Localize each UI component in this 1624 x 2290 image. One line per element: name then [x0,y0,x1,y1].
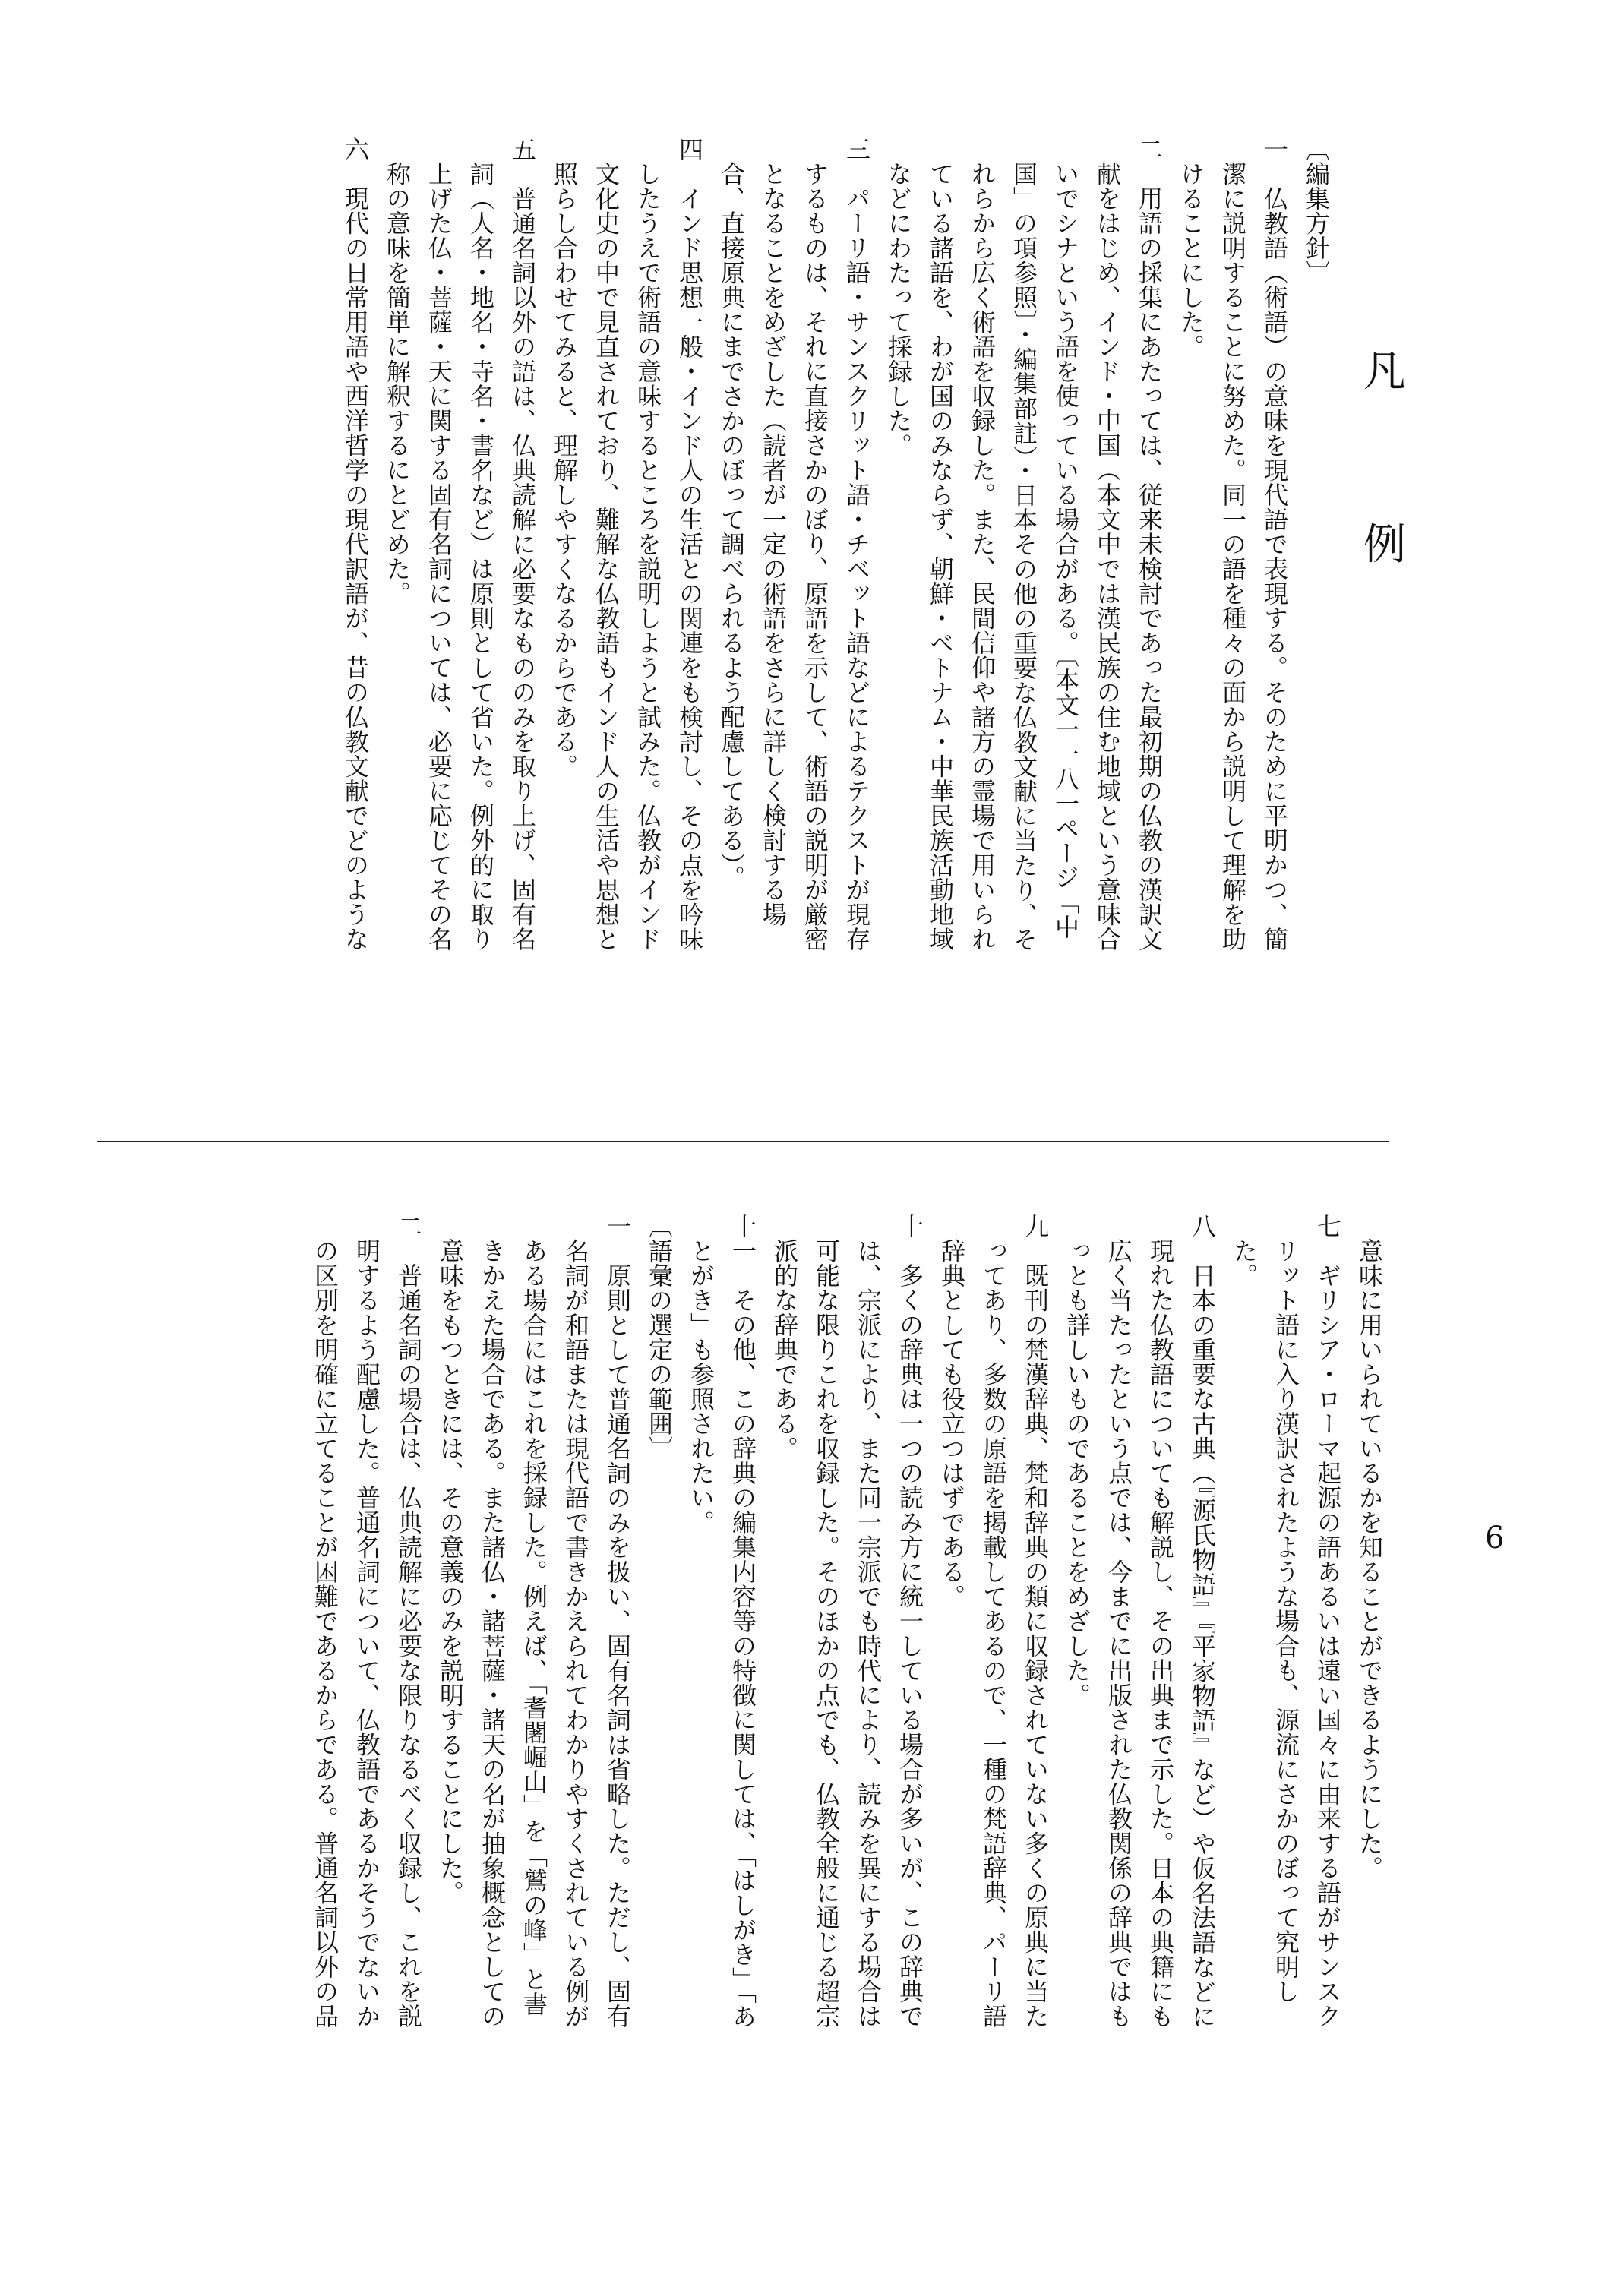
section-heading-editorial-policy: 〔編集方針〕 [1302,137,1331,285]
text-line: 明するよう配慮した。普通名詞について、仏教語であるかそうでないか [352,1214,381,2029]
text-line: したうえで術語の意味するところを説明しようと試みた。仏教がインド [633,137,662,952]
page-number: 6 [1485,1521,1505,1556]
text-line: 四 インド思想一般・インド人の生活との関連をも検討し、その点を吟味 [675,137,704,952]
text-line: れらから広く術語を収録した。また、民間信仰や諸方の霊場で用いられ [968,137,997,952]
text-line: の区別を明確に立てることが困難であるからである。普通名詞以外の品 [311,1214,340,2029]
text-line: っとも詳しいものであることをめざした。 [1063,1214,1092,1707]
vocabulary-section [91,1214,1390,2232]
section-divider [97,1141,1389,1142]
text-line: 十 多くの辞典は一つの読み方に統一している場合が多いが、この辞典で [896,1214,924,2029]
text-line: 広く当たったという点では、今までに出版された仏教関係の辞典ではも [1104,1214,1133,2029]
text-line: 意味に用いられているかを知ることができるようにした。 [1355,1214,1384,1881]
text-line: 上げた仏・菩薩・天に関する固有名詞については、必要に応じてその名 [425,137,453,952]
text-line: 十一 その他、この辞典の編集内容等の特徴に関しては、「はしがき」「あ [728,1214,757,2029]
text-line: 六 現代の日常用語や西洋哲学の現代訳語が、昔の仏教文献でどのような [341,137,370,952]
text-line: いでシナという語を使っている場合がある。〔本文一一八一ページ「中 [1051,137,1080,940]
text-line: た。 [1230,1214,1259,1288]
page-title-char-1: 凡 [1363,347,1406,396]
text-line: ってあり、多数の原語を掲載してあるので、一種の梵語辞典、パーリ語 [979,1214,1008,2029]
text-line: となることをめざした（読者が一定の術語をさらに詳しく検討する場 [759,137,788,927]
text-line: 二 用語の採集にあたっては、従来未検討であった最初期の仏教の漢訳文 [1135,137,1164,952]
text-line: は、宗派により、また同一宗派でも時代により、読みを異にする場合は [854,1214,883,2029]
text-line: 献をはじめ、インド・中国（本文中では漢民族の住む地域という意味合 [1093,137,1122,952]
text-line: 詞（人名・地名・寺名・書名など）は原則として省いた。例外的に取り [466,137,495,952]
text-line: リット語に入り漢訳されたような場合も、源流にさかのぼって究明し [1272,1214,1300,2004]
text-line: 二 普通名詞の場合は、仏典読解に必要な限りなるべく収録し、これを説 [394,1214,423,2029]
text-line: するものは、それに直接さかのぼり、原語を示して、術語の説明が厳密 [801,137,829,952]
text-line: 一 原則として普通名詞のみを扱い、固有名詞は省略した。ただし、固有 [603,1214,632,2029]
text-line: 国」の項参照〕・編集部註）・日本その他の重要な仏教文献に当たり、そ [1009,137,1038,952]
text-line: 称の意味を簡単に解釈するにとどめた。 [383,137,412,606]
text-line: 文化史の中で見直されており、難解な仏教語もインド人の生活や思想と [592,137,621,952]
section-heading-vocabulary-scope: 〔語彙の選定の範囲〕 [645,1214,674,1461]
text-line: ている諸語を、わが国のみならず、朝鮮・ベトナム・中華民族活動地域 [926,137,955,952]
editorial-policy-section [91,137,1337,1101]
page-title-char-2: 例 [1363,520,1406,570]
text-line: 照らし合わせてみると、理解しやすくなるからである。 [550,137,579,779]
text-line: けることにした。 [1177,137,1205,359]
text-line: 名詞が和語または現代語で書きかえられてわかりやすくされている例が [561,1214,590,2029]
text-line: 派的な辞典である。 [770,1214,799,1461]
text-line: などにわたって採録した。 [884,137,913,458]
text-line: とがき」も参照されたい。 [687,1214,716,1535]
text-line: 意味をもつときには、その意義のみを説明することにした。 [436,1214,465,1905]
text-line: 一 仏教語（術語）の意味を現代語で表現する。そのために平明かつ、簡 [1260,137,1289,952]
text-line: きかえた場合である。また諸仏・諸菩薩・諸天の名が抽象概念としての [478,1214,507,2029]
text-line: 現れた仏教語についても解説し、その出典まで示した。日本の典籍にも [1146,1214,1175,2029]
text-line: 三 パーリ語・サンスクリット語・チベット語などによるテクストが現存 [842,137,871,952]
text-line: 潔に説明することに努めた。同一の語を種々の面から説明して理解を助 [1218,137,1247,952]
text-line: 五 普通名詞以外の語は、仏典読解に必要なもののみを取り上げ、固有名 [508,137,537,952]
text-line: ある場合にはこれを採録した。例えば、「耆闍崛山」を「鷲の峰」と書 [520,1214,548,2017]
text-line: 可能な限りこれを収録した。そのほかの点でも、仏教全般に通じる超宗 [812,1214,841,2029]
text-line: 辞典としても役立つはずである。 [937,1214,966,1609]
text-line: 八 日本の重要な古典（『源氏物語』『平家物語』など）や仮名法語などに [1188,1214,1217,2029]
text-line: 九 既刊の梵漢辞典、梵和辞典の類に収録されていない多くの原典に当た [1021,1214,1050,2029]
text-line: 七 ギリシア・ローマ起源の語あるいは遠い国々に由来する語がサンスク [1313,1214,1342,2029]
text-line: 合、直接原典にまでさかのぼって調べられるよう配慮してある）。 [717,137,746,890]
